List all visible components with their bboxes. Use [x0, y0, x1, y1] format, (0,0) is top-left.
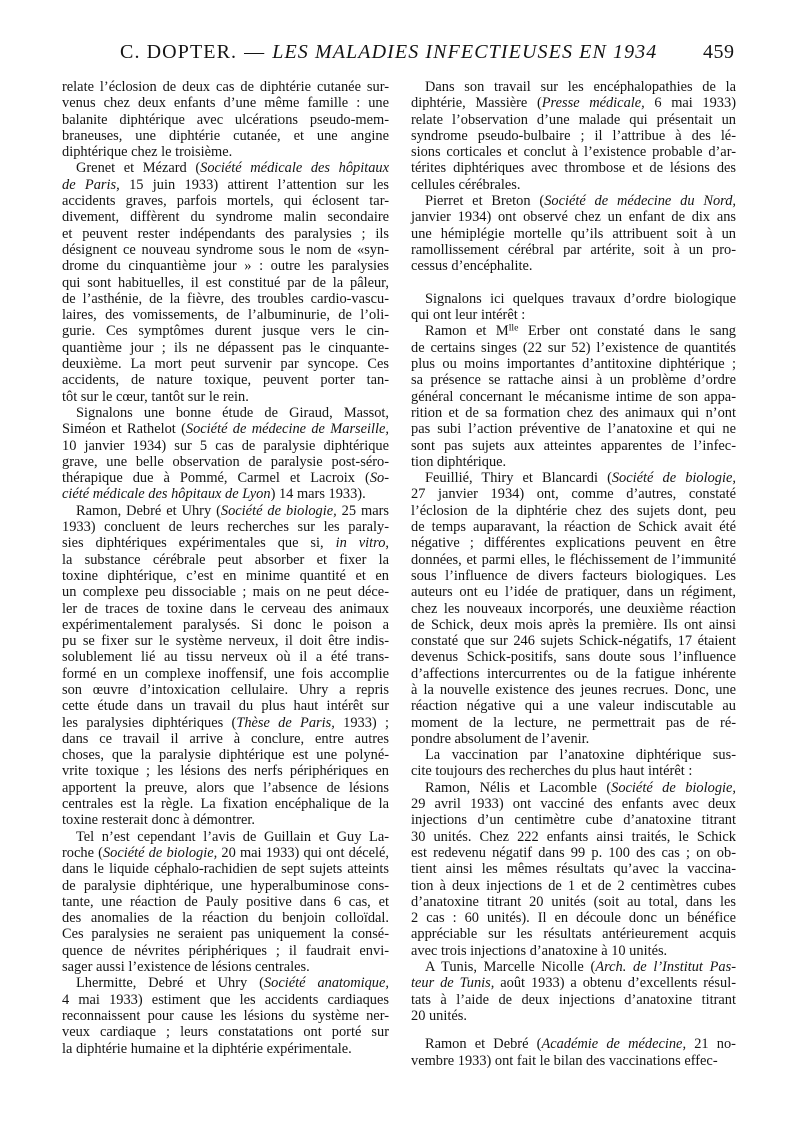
text-line: [411, 112, 736, 128]
text-line: [411, 389, 736, 405]
text-run: vembre 1933) ont fait le bilan des vaccinations effec-: [411, 1052, 718, 1069]
text-run: roche (: [62, 844, 103, 861]
text-line: [62, 682, 389, 698]
text-run: venus chez deux enfants d’une même famille : une: [62, 95, 389, 112]
text-line: [62, 1024, 389, 1040]
text-line: [62, 894, 389, 910]
text-run: injections d’un centimètre cube d’anatoxine titrant: [411, 812, 736, 829]
text-line: [62, 470, 389, 486]
text-line: [411, 242, 736, 258]
text-line: [411, 307, 736, 323]
text-run: de Schick, deux mois après la première. Ils ont ainsi: [411, 616, 736, 633]
text-run: de paralysie diphtérique, une hyperalbuminose cons-: [62, 877, 389, 894]
text-line: [62, 715, 389, 731]
text-run: août 1933) a obtenu d’excellents résul-: [494, 975, 736, 992]
text-line: [411, 372, 736, 388]
text-line: [411, 568, 736, 584]
paragraph: [411, 470, 736, 747]
text-line: [62, 747, 389, 763]
text-line: [62, 861, 389, 877]
text-line: [62, 617, 389, 633]
text-run: sont pas sujets aux atteintes apparentes de l’infec-: [411, 437, 736, 454]
text-line: [62, 1008, 389, 1024]
text-run: qui ont leur intérêt :: [411, 307, 526, 324]
superscript-text: lle: [508, 323, 519, 335]
text-line: [411, 1053, 736, 1069]
text-run: sager aussi l’existence de lésions centrales.: [62, 959, 310, 976]
text-line: [411, 666, 736, 682]
text-run: négative ; différentes explications peuvent en être: [411, 535, 736, 552]
italic-text: de Paris,: [62, 176, 120, 193]
text-run: Ramon, Nélis et Lacomble (: [425, 779, 612, 796]
text-run: 1933) concluent de leurs recherches sur les paraly-: [62, 519, 389, 536]
text-run: la substance cérébrale peut absorber et fixer la: [62, 551, 389, 568]
text-line: [411, 356, 736, 372]
text-line: [411, 682, 736, 698]
text-line: [411, 340, 736, 356]
text-run: Ramon et Debré (: [425, 1036, 542, 1053]
text-line: [411, 878, 736, 894]
text-line: [62, 959, 389, 975]
text-run: un complexe peu dissociable ; mais on ne peut déce-: [62, 584, 389, 601]
text-run: désignent ce nouveau syndrome sous le nom de «syn-: [62, 241, 389, 258]
italic-text: Société de biologie,: [220, 502, 337, 519]
text-line: [62, 812, 389, 828]
text-line: [62, 389, 389, 405]
text-run: de l’asthénie, de la fièvre, des troubles cardio-vascu-: [62, 290, 389, 307]
text-line: [62, 144, 389, 160]
text-line: [411, 535, 736, 551]
running-head: [120, 38, 657, 66]
text-run: Grenet et Mézard (: [76, 160, 201, 177]
text-run: plus ou moins importantes d’antitoxine diphtérique ;: [411, 356, 736, 373]
text-line: [411, 633, 736, 649]
text-run: Ramon, Debré et Uhry (: [76, 502, 221, 519]
text-run: sies diphtériques expérimentales que si,: [62, 535, 336, 552]
text-run: 27 janvier 1934) ont, comme d’autres, constaté: [411, 486, 736, 503]
text-line: [62, 878, 389, 894]
text-run: toxine resterait donc à démontrer.: [62, 812, 256, 829]
text-run: pondre absolument de l’avenir.: [411, 730, 590, 747]
text-line: [411, 421, 736, 437]
text-run: à la nouvelle existence des jeunes recrues. Donc, une: [411, 681, 736, 698]
text-run: chez les nouveaux incorporés, une deuxième réaction: [411, 600, 736, 617]
text-run: dans ce travail il arrive à conclure, entre autres: [62, 730, 389, 747]
text-run: quence de névrites périphériques ; il faudrait envi-: [62, 942, 389, 959]
text-run: qui sont habituelles, il est constitué par de la pâleur,: [62, 274, 389, 291]
italic-text: Société anatomique,: [263, 975, 389, 992]
running-title: LES MALADIES INFECTIEUSES EN 1934: [272, 41, 658, 63]
text-line: [62, 340, 389, 356]
text-line: [62, 975, 389, 991]
text-line: [62, 177, 389, 193]
text-run: son œuvre d’intoxication cellulaire. Uhry a repris: [62, 681, 389, 698]
text-run: la diphtérie humaine et la diphtérie expérimentale.: [62, 1040, 352, 1057]
text-line: [411, 1036, 736, 1052]
text-line: [411, 617, 736, 633]
text-line: [62, 796, 389, 812]
italic-text: Arch. de l’Institut Pas-: [595, 959, 736, 976]
text-line: [411, 584, 736, 600]
paragraph: [62, 79, 389, 160]
text-run: thérapique due à Pommé, Carmel et Lacroix (: [62, 470, 370, 487]
text-line: [411, 503, 736, 519]
text-run: 6 mai 1933): [644, 95, 736, 112]
text-line: [411, 861, 736, 877]
text-run: Signalons ici quelques travaux d’ordre biologique: [425, 290, 736, 307]
text-line: [62, 698, 389, 714]
text-run: tante, une réaction de Pauly positive dans 6 cas, et: [62, 893, 389, 910]
text-line: [62, 992, 389, 1008]
text-run: cessus d’encéphalite.: [411, 258, 533, 275]
text-line: [62, 780, 389, 796]
text-run: ler de traces de toxine dans le cerveau des animaux: [62, 600, 389, 617]
text-run: auteurs ont eu l’idée de pratiquer, dans un régiment,: [411, 584, 736, 601]
text-run: d’anatoxine titrant 20 unités (soit au total, dans les: [411, 893, 736, 910]
text-run: 29 avril 1933) ont vacciné des enfants avec deux: [411, 796, 736, 813]
paragraph: [411, 323, 736, 470]
text-line: [411, 454, 736, 470]
text-run: 30 unités. Chez 222 enfants ainsi traités, le Schick: [411, 828, 736, 845]
text-run: formé en un complexe inoffensif, une fois accomplie: [62, 665, 389, 682]
paragraph: [411, 959, 736, 1024]
italic-text: in vitro: [335, 535, 386, 552]
text-run: expérimentalement paralysés. Si donc le poison a: [62, 616, 389, 633]
text-line: [62, 209, 389, 225]
text-line: [62, 356, 389, 372]
text-run: ramollissement cérébral par artérite, soit à un pro-: [411, 241, 736, 258]
text-run: accidents graves, parfois mortels, qui éclosent tar-: [62, 193, 389, 210]
text-run: relate l’éclosion de deux cas de diphtérie cutanée sur-: [62, 79, 389, 95]
text-run: solublement lié au tissu nerveux où il a été trans-: [62, 649, 389, 666]
text-run: rition et de sa formation chez des animaux qui n’ont: [411, 404, 736, 421]
text-run: Lhermitte, Debré et Uhry (: [76, 975, 264, 992]
text-line: [62, 829, 389, 845]
text-run: sions corticales et conclut à l’existence probable d’ar-: [411, 144, 736, 161]
text-line: [411, 470, 736, 486]
text-line: [411, 829, 736, 845]
text-line: [62, 584, 389, 600]
italic-text: Société de biologie,: [611, 470, 736, 487]
text-line: [411, 486, 736, 502]
text-run: syndrome pseudo-bulbaire ; il l’attribue à des lé-: [411, 127, 736, 144]
text-line: [62, 226, 389, 242]
text-run: laires, des vomissements, de l’albuminurie, de l’oli-: [62, 307, 389, 324]
text-line: [62, 535, 389, 551]
text-line: [62, 503, 389, 519]
text-line: [411, 959, 736, 975]
text-line: [62, 372, 389, 388]
italic-text: Thèse de Paris,: [236, 714, 335, 731]
text-line: [62, 601, 389, 617]
text-run: térites diphtériques avec thrombose et de lésions des: [411, 160, 736, 177]
text-run: apportent la preuve, alors que l’absence de lésions: [62, 779, 389, 796]
text-line: [411, 975, 736, 991]
text-run: 4 mai 1933) estiment que les accidents cardiaques: [62, 991, 389, 1008]
text-line: [411, 1008, 736, 1024]
text-line: [411, 160, 736, 176]
text-run: des anomalies de la réaction du benjoin colloïdal.: [62, 910, 389, 927]
text-run: et peuvent rester indépendants des paralysies ; ils: [62, 225, 389, 242]
text-line: [62, 568, 389, 584]
text-run: 1933) ;: [334, 714, 389, 731]
text-line: [411, 519, 736, 535]
text-run: balanite diphtérique avec ulcérations pseudo-mem-: [62, 111, 389, 128]
text-run: cellules cérébrales.: [411, 176, 521, 193]
text-line: [62, 666, 389, 682]
text-line: [411, 910, 736, 926]
text-line: [411, 193, 736, 209]
text-run: pas subi l’action préventive de l’anatoxine et qui ne: [411, 421, 736, 438]
paragraph: [62, 160, 389, 404]
text-run: accidents, de nature toxique, peuvent porter tan-: [62, 372, 389, 389]
text-run: relate l’observation d’une malade qui présentait un: [411, 111, 736, 128]
text-line: [411, 926, 736, 942]
text-run: données, et parmi elles, le fléchissement de l’immunité: [411, 551, 736, 568]
text-run: constaté que sur 246 sujets Schick-négatifs, 17 étaient: [411, 633, 736, 650]
text-run: grave, une belle observation de paralysie post-séro-: [62, 453, 389, 470]
text-run: sa présence se rattache ainsi à un problème d’ordre: [411, 372, 736, 389]
italic-text: teur de Tunis,: [411, 975, 495, 992]
text-line: [411, 894, 736, 910]
text-run: Pierret et Breton (: [425, 193, 545, 210]
text-run: A Tunis, Marcelle Nicolle (: [425, 959, 596, 976]
text-line: [411, 258, 736, 274]
text-line: [62, 323, 389, 339]
paragraph: [62, 829, 389, 976]
text-line: [62, 258, 389, 274]
text-run: quantième jour ; ils ne dépassent pas le cinquante-: [62, 339, 389, 356]
text-run: centrales est la règle. La fixation encéphalique de la: [62, 796, 389, 813]
left-column: [62, 79, 389, 1057]
italic-text: Société de biologie,: [611, 779, 736, 796]
text-run: braneuses, une diphtérie cutanée, et une angine: [62, 127, 389, 144]
text-run: tion diphtérique.: [411, 453, 507, 470]
text-run: La vaccination par l’anatoxine diphtérique sus-: [425, 747, 736, 764]
text-run: cite toujours des recherches du plus haut intérêt :: [411, 763, 693, 780]
text-run: les paralysies diphtériques (: [62, 714, 237, 731]
running-author: C. DOPTER.: [120, 41, 238, 63]
text-run: 10 janvier 1934) sur 5 cas de paralysie diphtérique: [62, 437, 389, 454]
text-line: [411, 992, 736, 1008]
italic-text: So-: [369, 470, 389, 487]
text-run: est redevenu négatif dans 99 p. 100 des cas ; on ob-: [411, 844, 736, 861]
text-line: [62, 193, 389, 209]
text-line: [411, 763, 736, 779]
text-line: [62, 519, 389, 535]
text-run: dans le liquide céphalo-rachidien de sept sujets atteints: [62, 861, 389, 878]
text-run: ,: [385, 535, 389, 552]
text-line: [411, 226, 736, 242]
text-line: [62, 763, 389, 779]
italic-text: Académie de médecine,: [541, 1036, 687, 1053]
text-run: veux cardiaque ; leurs constatations ont porté sur: [62, 1024, 389, 1041]
text-run: d’affections intercurrentes ou de la fatigue inhérente: [411, 665, 736, 682]
text-run: gurie. Ces symptômes durent jusque vers le cin-: [62, 323, 389, 340]
text-line: [62, 454, 389, 470]
text-line: [62, 128, 389, 144]
text-run: moment de la lecture, ne permettrait pas de ré-: [411, 714, 736, 731]
text-run: drome du cinquantième jour » : outre les paralysies: [62, 258, 389, 275]
text-run: avec trois injections d’anatoxine à 10 unités.: [411, 942, 668, 959]
text-line: [62, 845, 389, 861]
text-line: [62, 731, 389, 747]
paragraph: [62, 503, 389, 829]
text-line: [62, 649, 389, 665]
text-run: de temps auparavant, la réaction de Schick avait été: [411, 519, 736, 536]
text-line: [411, 209, 736, 225]
text-line: [62, 943, 389, 959]
text-run: l’éclosion de la diphtérie chez des sujets dont, peu: [411, 502, 736, 519]
text-line: [411, 128, 736, 144]
italic-text: Société de médecine de Marseille,: [185, 421, 390, 438]
text-run: réaction négative qui a une valeur indiscutable au: [411, 698, 736, 715]
text-line: [62, 275, 389, 291]
text-run: Dans son travail sur les encéphalopathies de la: [425, 79, 736, 95]
text-line: [411, 95, 736, 111]
text-run: Tel n’est cependant l’avis de Guillain et Guy La-: [76, 828, 389, 845]
text-run: appréciable sur les résultats antérieurement acquis: [411, 926, 736, 943]
text-run: tats à l’aide de deux injections d’anatoxine titrant: [411, 991, 736, 1008]
text-run: janvier 1934) ont observé chez un enfant de dix ans: [411, 209, 736, 226]
text-run: 21 no-: [686, 1036, 736, 1053]
text-run: sous l’influence de divers facteurs biologiques. Les: [411, 567, 736, 584]
text-line: [62, 112, 389, 128]
text-line: [411, 79, 736, 95]
text-line: [62, 438, 389, 454]
text-line: [411, 812, 736, 828]
text-run: Ramon et M: [425, 323, 509, 340]
text-line: [62, 242, 389, 258]
paragraph: [411, 291, 736, 324]
text-line: [62, 95, 389, 111]
text-run: 15 juin 1933) attirent l’attention sur les: [119, 176, 389, 193]
paragraph: [411, 747, 736, 780]
text-run: diphtérie, Massière (: [411, 95, 542, 112]
text-run: ) 14 mars 1933).: [270, 486, 366, 503]
text-run: cette étude dans un travail du plus haut intérêt sur: [62, 698, 389, 715]
text-run: de certains singes (22 sur 52) l’existence de quantités: [411, 339, 736, 356]
text-line: [62, 1041, 389, 1057]
text-line: [411, 177, 736, 193]
italic-text: Société de biologie,: [102, 844, 218, 861]
text-run: Ces paralysies ne seraient pas uniquement la consé-: [62, 926, 389, 943]
text-line: [62, 633, 389, 649]
text-line: [411, 845, 736, 861]
text-line: [411, 405, 736, 421]
text-run: vrite toxique ; les lésions des nerfs périphériques en: [62, 763, 389, 780]
italic-text: Société médicale des hôpitaux: [200, 160, 389, 177]
text-run: général concernant le mécanisme intime de son appa-: [411, 388, 736, 405]
text-line: [411, 698, 736, 714]
paragraph: [62, 975, 389, 1056]
text-run: Feuillié, Thiry et Blancardi (: [425, 470, 612, 487]
text-line: [62, 910, 389, 926]
italic-text: Presse médicale,: [541, 95, 645, 112]
text-run: 2 cas : 60 unités). Il en découle donc un bénéfice: [411, 910, 736, 927]
text-line: [411, 943, 736, 959]
text-line: [62, 160, 389, 176]
text-line: [62, 486, 389, 502]
page-number: 459: [703, 41, 735, 63]
text-run: 20 mai 1933) qui ont décelé,: [217, 844, 389, 861]
italic-text: Société de médecine du Nord,: [544, 193, 736, 210]
text-run: 20 unités.: [411, 1007, 467, 1024]
text-run: toxine diphtérique, c’est en minime quantité et en: [62, 567, 389, 584]
text-run: deuxième. La mort peut survenir par syncope. Ces: [62, 356, 389, 373]
text-line: [411, 649, 736, 665]
text-run: reconnaissent pour cause les lésions du système ner-: [62, 1007, 389, 1024]
paragraph: [411, 1036, 736, 1069]
text-line: [411, 601, 736, 617]
text-line: [411, 747, 736, 763]
paragraph: [411, 193, 736, 274]
text-line: [62, 421, 389, 437]
text-line: [411, 323, 736, 339]
text-run: tient ainsi les mêmes résultats qu’avec la vaccina-: [411, 861, 736, 878]
text-run: choses, que la paralysie diphtérique est une polyné-: [62, 747, 389, 764]
italic-text: ciété médicale des hôpitaux de Lyon: [62, 486, 271, 503]
text-line: [62, 307, 389, 323]
text-line: [411, 291, 736, 307]
text-line: [62, 291, 389, 307]
text-run: Siméon et Rathelot (: [62, 421, 186, 438]
right-column: [411, 79, 736, 1069]
text-line: [411, 552, 736, 568]
text-line: [411, 144, 736, 160]
text-line: [411, 438, 736, 454]
text-run: tôt sur le cœur, tantôt sur le rein.: [62, 388, 249, 405]
text-run: diphtérique chez le troisième.: [62, 144, 233, 161]
text-line: [411, 731, 736, 747]
text-line: [411, 715, 736, 731]
text-run: 25 mars: [336, 502, 389, 519]
text-run: Signalons une bonne étude de Giraud, Massot,: [76, 404, 389, 421]
text-line: [62, 405, 389, 421]
text-run: devenus Schick-positifs, sans doute sous l’influence: [411, 649, 736, 666]
text-line: [62, 79, 389, 95]
text-line: [411, 796, 736, 812]
paragraph: [411, 79, 736, 193]
text-run: tion à deux injections de 1 et de 2 centimètres cubes: [411, 877, 736, 894]
running-head-separator: —: [244, 41, 266, 63]
paragraph: [62, 405, 389, 503]
text-run: divement, diffèrent du syndrome malin secondaire: [62, 209, 389, 226]
text-run: pu se fixer sur le système nerveux, il doit être indis-: [62, 633, 389, 650]
text-line: [62, 552, 389, 568]
text-line: [62, 926, 389, 942]
text-run: Erber ont constaté dans le sang: [518, 323, 736, 340]
text-line: [411, 780, 736, 796]
paragraph: [411, 780, 736, 959]
text-run: une hémiplégie mortelle qu’ils attribuent soit à un: [411, 225, 736, 242]
